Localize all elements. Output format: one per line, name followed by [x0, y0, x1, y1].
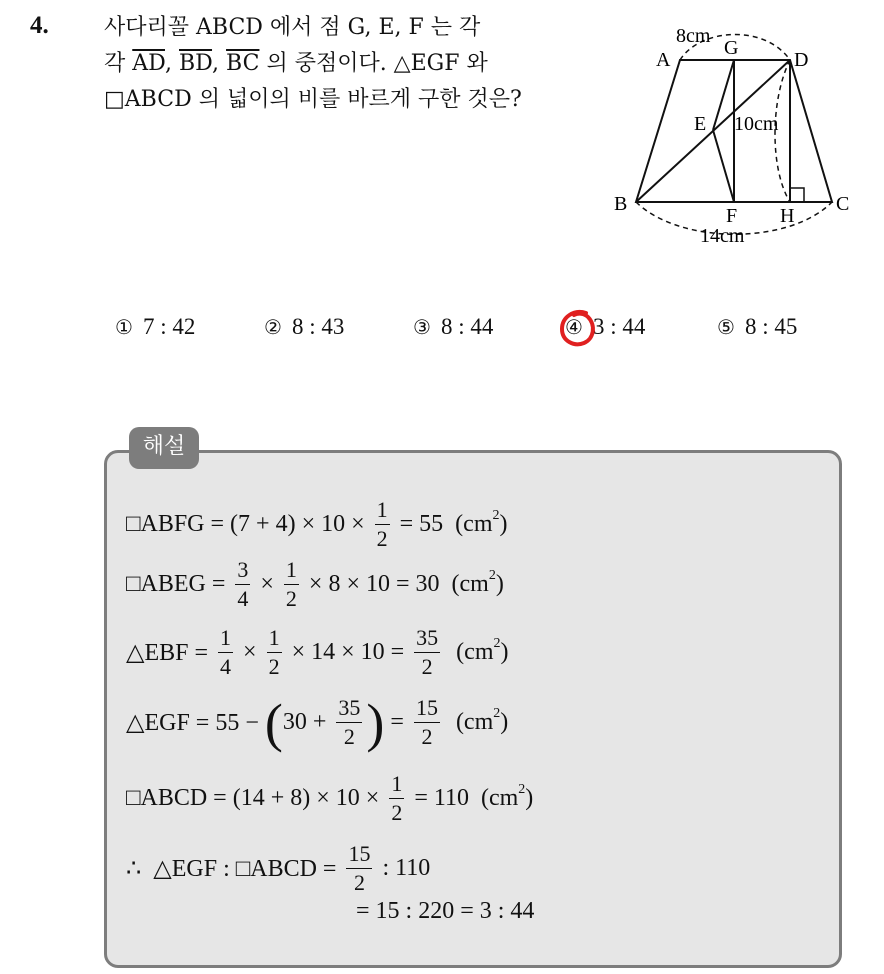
equation-abcd: [126, 770, 533, 827]
choice-5-number: ⑤: [717, 315, 735, 339]
label-h: H: [780, 205, 795, 227]
eq1-fraction: [375, 496, 390, 553]
solution-tab: 해설: [129, 427, 199, 469]
equation-ratio: [126, 840, 430, 897]
segment-bd: $\overline{BD}$: [179, 51, 213, 76]
eq3-exponent: 2: [493, 635, 501, 651]
selected-answer-circle-mark: [556, 307, 598, 349]
eq3-numerator-2: 1: [267, 624, 282, 653]
eq6-fraction: [346, 840, 372, 897]
eq5-lhs: □ABCD = (14 + 8) × 10 ×: [126, 785, 386, 811]
equation-ratio-simplified: [356, 898, 534, 925]
choice-3[interactable]: [413, 314, 493, 340]
eq5-rhs: = 110 (cm: [408, 785, 519, 811]
eq4-numerator-1: 35: [336, 694, 362, 723]
eq2-close: ): [495, 571, 504, 597]
eq6-denominator: 2: [353, 870, 365, 895]
choice-3-number: ③: [413, 315, 431, 339]
eq2-rhs: × 8 × 10 = 30 (cm: [302, 571, 489, 597]
eq2-numerator-1: 3: [235, 556, 250, 585]
label-c: C: [836, 193, 850, 215]
label-f: F: [726, 205, 738, 227]
height-label: 10cm: [734, 113, 779, 135]
equation-ebf: [126, 624, 508, 681]
eq4-fraction-2: [414, 694, 440, 751]
eq4-mid: =: [384, 709, 410, 735]
label-d: D: [794, 49, 809, 71]
choice-3-text: 8 : 44: [440, 314, 494, 339]
eq2-lhs: □ABEG =: [126, 571, 232, 597]
eq1-numerator: 1: [375, 496, 390, 525]
eq3-denominator-3: 2: [421, 654, 433, 679]
eq1-denominator: 2: [376, 526, 388, 551]
eq2-fraction-1: [235, 556, 250, 613]
equation-abeg: [126, 556, 504, 613]
eq4-lhs: △EGF = 55 −: [126, 710, 265, 736]
right-angle-mark: [790, 188, 804, 202]
eq2-denominator-2: 2: [285, 586, 297, 611]
eq4-numerator-2: 15: [414, 694, 440, 723]
question-line-1: 사다리꼴 ABCD 에서 점 G, E, F 는 각: [104, 15, 481, 40]
question-number: 4.: [30, 12, 49, 39]
eq6-numerator: 15: [346, 840, 372, 869]
segment-bc: $\overline{BC}$: [226, 51, 260, 76]
eq1-close: ): [499, 511, 508, 537]
choice-1[interactable]: [115, 314, 195, 340]
choice-2-number: ②: [264, 315, 282, 339]
eq3-mid-1: ×: [237, 639, 263, 665]
eq4-close-paren: ): [366, 692, 385, 753]
eq6-rhs: : 110: [376, 855, 431, 881]
eq4-fraction-1: [336, 694, 362, 751]
eq3-numerator-3: 35: [414, 624, 440, 653]
trapezoid-figure: [600, 20, 870, 260]
eq2-denominator-1: 4: [237, 586, 249, 611]
eq4-inner: 30 +: [282, 709, 333, 735]
answer-choices: [0, 314, 884, 348]
question-line-3: □ABCD 의 넓이의 비를 바르게 구한 것은?: [104, 87, 522, 112]
choice-1-text: 7 : 42: [142, 314, 196, 339]
line2-prefix: 각: [104, 51, 133, 76]
eq3-fraction-3: [414, 624, 440, 681]
choice-2-text: 8 : 43: [291, 314, 345, 339]
eq5-numerator: 1: [389, 770, 404, 799]
choice-4-text: 3 : 44: [592, 314, 646, 339]
eq2-fraction-2: [284, 556, 299, 613]
eq4-denominator-2: 2: [421, 724, 433, 749]
eq4-rhs: (cm: [443, 709, 494, 735]
segment-ef: [713, 130, 734, 202]
eq4-denominator-1: 2: [343, 724, 355, 749]
line2-suffix: 의 중점이다. △EGF 와: [259, 51, 488, 76]
eq1-lhs: □ABFG = (7 + 4) × 10 ×: [126, 511, 371, 537]
eq7-text: = 15 : 220 = 3 : 44: [356, 898, 535, 924]
eq5-close: ): [525, 785, 534, 811]
equation-abfg: [126, 496, 508, 553]
eq5-denominator: 2: [391, 800, 403, 825]
sep-2: ,: [212, 51, 227, 76]
question-text: [104, 10, 594, 118]
eq5-exponent: 2: [518, 781, 526, 797]
eq1-exponent: 2: [492, 507, 500, 523]
label-e: E: [694, 113, 707, 135]
eq3-rhs: (cm: [444, 639, 494, 665]
eq3-denominator-2: 2: [268, 654, 280, 679]
eq3-numerator-1: 1: [218, 624, 233, 653]
choice-5-text: 8 : 45: [744, 314, 798, 339]
label-b: B: [614, 193, 628, 215]
red-circle-stroke: [562, 312, 593, 344]
eq2-numerator-2: 1: [284, 556, 299, 585]
eq3-mid-2: × 14 × 10 =: [285, 639, 411, 665]
eq3-close: ): [500, 639, 509, 665]
eq1-rhs: = 55 (cm: [393, 511, 493, 537]
eq3-fraction-1: [218, 624, 233, 681]
label-a: A: [656, 49, 671, 71]
eq3-fraction-2: [267, 624, 282, 681]
eq3-lhs: △EBF =: [126, 640, 215, 666]
choice-2[interactable]: [264, 314, 344, 340]
eq4-close: ): [500, 709, 509, 735]
eq6-lhs: ∴ △EGF : □ABCD =: [126, 856, 343, 882]
question-line-2: [104, 46, 594, 82]
trapezoid-diagram: [600, 20, 870, 260]
segment-ge: [713, 60, 734, 130]
top-length-label: 8cm: [676, 25, 711, 47]
eq4-exponent: 2: [493, 705, 501, 721]
equation-egf: [126, 694, 508, 751]
eq4-open-paren: (: [264, 692, 283, 753]
choice-5[interactable]: [717, 314, 797, 340]
choice-4-number: ④: [565, 315, 583, 339]
eq2-mid: ×: [254, 571, 280, 597]
eq2-exponent: 2: [488, 567, 496, 583]
sep-1: ,: [165, 51, 179, 76]
segment-ad: $\overline{AD}$: [132, 51, 165, 76]
label-g: G: [724, 37, 739, 59]
eq3-denominator-1: 4: [220, 654, 232, 679]
eq5-fraction: [389, 770, 404, 827]
choice-1-number: ①: [115, 315, 133, 339]
bottom-length-label: 14cm: [700, 225, 745, 247]
